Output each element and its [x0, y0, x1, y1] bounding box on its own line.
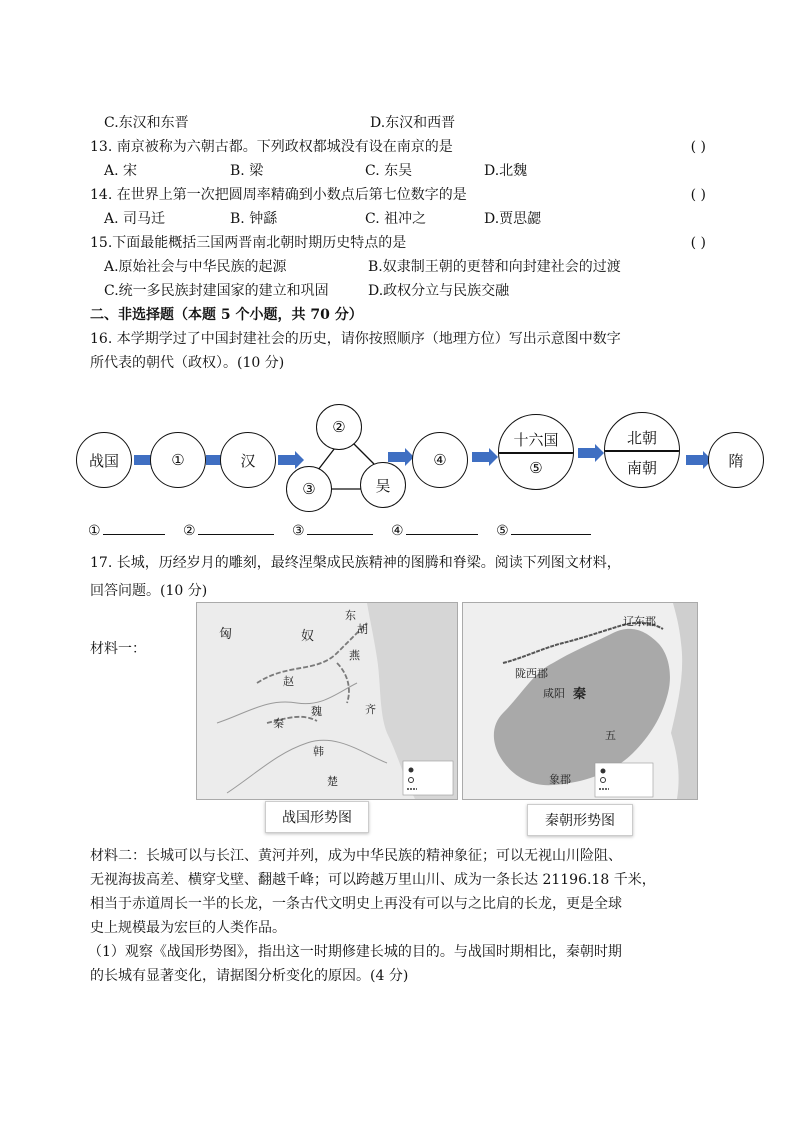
node-shiliuguo-label: 十六国: [513, 431, 559, 449]
answer-blank-5[interactable]: [511, 534, 591, 535]
node-3: ③: [286, 466, 332, 512]
q15-option-d: D.政权分立与民族交融: [368, 283, 510, 299]
q13-option-d: D.北魏: [484, 163, 528, 179]
q15-option-a: A.原始社会与中华民族的起源: [104, 259, 287, 275]
q17-stem-line2: 回答问题。(10 分): [90, 583, 208, 599]
material2-line3: 相当于赤道周长一半的长龙，一条古代文明史上再没有可以与之比肩的长龙，更是全球: [90, 896, 622, 912]
map1-label-qin: 秦: [273, 717, 284, 730]
q13-option-a: A. 宋: [104, 163, 138, 179]
node-wu: 吴: [360, 462, 406, 508]
blank-label-4: ④: [391, 523, 404, 539]
map1-label-nu: 奴: [301, 629, 315, 644]
map1-label-wei: 魏: [311, 705, 322, 718]
node-han: 汉: [220, 432, 276, 488]
node-beichao-nanchao: [604, 412, 680, 488]
node-sui: 隋: [708, 432, 764, 488]
warring-states-map-graphic: [197, 603, 457, 799]
arrow-icon: [472, 452, 490, 462]
q12-option-d: D.东汉和西晋: [370, 115, 456, 131]
q13-option-b: B. 梁: [230, 163, 264, 179]
q13-stem: 13. 南京被称为六朝古都。下列政权都城没有设在南京的是: [90, 139, 453, 155]
map1-label-han: 韩: [313, 745, 324, 758]
section-heading: 二、非选择题（本题 5 个小题，共 70 分）: [90, 307, 363, 323]
qin-dynasty-map: [462, 602, 698, 800]
q15-option-b: B.奴隶制王朝的更替和向封建社会的过渡: [368, 259, 621, 275]
answer-blank-2[interactable]: [198, 534, 274, 535]
q15-answer-paren: ( ): [690, 235, 706, 251]
q14-answer-paren: ( ): [690, 187, 706, 203]
map2-caption: 秦朝形势图: [527, 804, 633, 836]
q13-option-c: C. 东吴: [365, 163, 413, 179]
map1-label-qi: 齐: [365, 703, 376, 716]
node-1: ①: [150, 432, 206, 488]
map2-label-longxi: 陇西郡: [515, 667, 548, 680]
map1-label-zhao: 赵: [283, 675, 294, 688]
map2-label-xiangjun: 象郡: [549, 773, 571, 786]
node-5: ⑤: [529, 459, 543, 477]
arrow-icon: [578, 448, 596, 458]
node-4: ④: [412, 432, 468, 488]
node-beichao-label: 北朝: [626, 429, 657, 447]
answer-blank-3[interactable]: [307, 534, 373, 535]
q13-answer-paren: ( ): [690, 139, 706, 155]
divider-line: [605, 450, 679, 452]
map1-label-chu: 楚: [327, 775, 338, 788]
q15-stem: 15.下面最能概括三国两晋南北朝时期历史特点的是: [90, 235, 407, 251]
q15-option-c: C.统一多民族封建国家的建立和巩固: [104, 283, 329, 299]
q14-option-a: A. 司马迁: [104, 211, 166, 227]
answer-blanks-row: [88, 521, 605, 541]
node-2: ②: [316, 404, 362, 450]
blank-label-1: ①: [88, 523, 101, 539]
q17-1-line1: （1）观察《战国形势图》，指出这一时期修建长城的目的。与战国时期相比，秦朝时期: [88, 944, 622, 960]
answer-blank-1[interactable]: [103, 534, 165, 535]
map1-label-hu: 胡: [357, 623, 368, 636]
material1-label: 材料一：: [90, 641, 146, 657]
q17-1-line2: 的长城有显著变化，请据图分析变化的原因。(4 分): [90, 968, 409, 984]
arrow-icon: [686, 455, 704, 465]
map1-label-xiong: 匈: [219, 627, 233, 642]
q12-option-c: C.东汉和东晋: [104, 115, 189, 131]
map2-label-xianyang: 咸阳: [543, 687, 565, 700]
map1-caption: 战国形势图: [265, 801, 369, 833]
material2-line1: 材料二：长城可以与长江、黄河并列，成为中华民族的精神象征；可以无视山川险阻、: [90, 848, 622, 864]
node-zhanguo: 战国: [76, 432, 132, 488]
material2-line4: 史上规模最为宏巨的人类作品。: [90, 920, 286, 936]
warring-states-map: [196, 602, 458, 800]
map2-label-liaodong: 辽东郡: [623, 615, 656, 628]
q17-stem-line1: 17. 长城，历经岁月的雕刻，最终涅槃成民族精神的图腾和脊梁。阅读下列图文材料，: [90, 555, 621, 571]
map2-label-qin: 秦: [573, 687, 587, 702]
material2-line2: 无视海拔高差、横穿戈壁、翻越千峰；可以跨越万里山川、成为一条长达 21196.18 千米，: [90, 872, 656, 888]
map1-label-dong: 东: [345, 609, 356, 622]
blank-label-2: ②: [183, 523, 196, 539]
answer-blank-4[interactable]: [406, 534, 478, 535]
q14-option-c: C. 祖冲之: [365, 211, 427, 227]
blank-label-5: ⑤: [496, 523, 509, 539]
q14-stem: 14. 在世界上第一次把圆周率精确到小数点后第七位数字的是: [90, 187, 467, 203]
map2-label-wu: 五: [605, 729, 616, 742]
q16-stem-line1: 16. 本学期学过了中国封建社会的历史，请你按照顺序（地理方位）写出示意图中数字: [90, 331, 621, 347]
node-nanchao-label: 南朝: [626, 459, 657, 477]
map1-label-yan: 燕: [349, 649, 360, 662]
q14-option-b: B. 钟繇: [230, 211, 278, 227]
q16-stem-line2: 所代表的朝代（政权）。(10 分): [90, 355, 285, 371]
blank-label-3: ③: [292, 523, 305, 539]
arrow-icon: [388, 452, 406, 462]
node-shiliuguo-5: [498, 414, 574, 490]
divider-line: [499, 452, 573, 454]
q14-option-d: D.贾思勰: [484, 211, 542, 227]
